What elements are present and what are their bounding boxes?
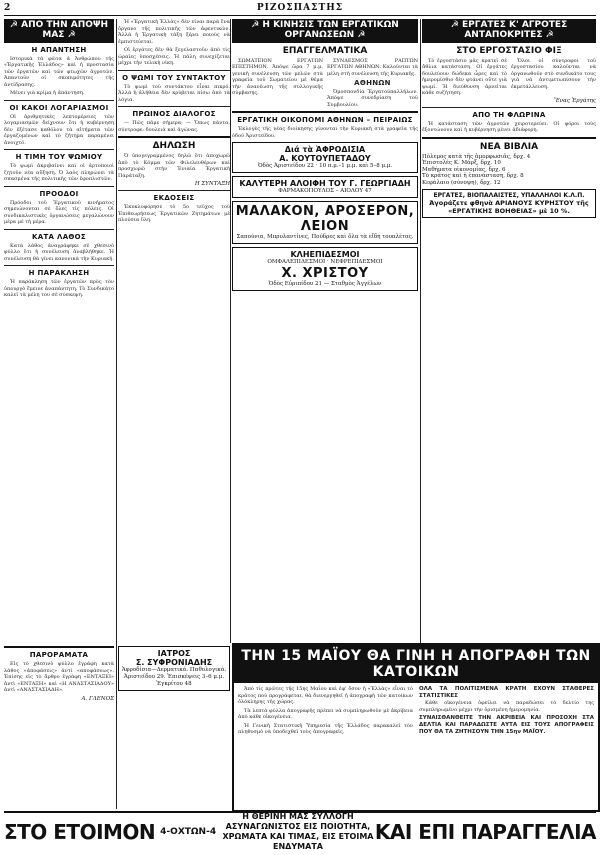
article-heading: ΑΘΗΝΩΝ xyxy=(354,79,391,88)
ad-name: Χ. ΧΡΙΣΤΟΥ xyxy=(281,266,369,282)
article-body: Ἡ κατάσταση τῶν ἀγροτῶν χειροτερεύει. Οἱ φόροι τοὺς ἐξοντώνουν καὶ ἡ κυβέρνηση μένει ἀδιάφορη. xyxy=(422,120,596,134)
ad-address: Ἐγκρίτου 48 xyxy=(156,681,192,687)
article-heading: Ο ΨΩΜΙ ΤΟΥ ΣΥΝΤΑΚΤΟΥ xyxy=(122,73,226,82)
article-heading: ΕΚΔΟΣΕΙΣ xyxy=(153,194,195,202)
hammer-sickle-icon: ☭ xyxy=(542,29,554,40)
hammer-sickle-icon: ☭ xyxy=(64,29,76,40)
ad-mid-text: 4-ΟΧΤΩΝ-4 xyxy=(160,827,217,837)
article-body: — Πῶς πᾶμε σήμερα; — Ὅπως πάντα, σύντροφε: δουλειὰ καὶ ἀγώνας. xyxy=(118,120,230,133)
list-item: Τὸ κράτος καὶ ἡ ἐπανάσταση, δρχ. 8 xyxy=(422,173,524,180)
article-body: Ἡ παράκληση τῶν ἐργατῶν πρὸς τὸν ὑπουργὸ ἔμεινε ἀναπάντητη. Τὸ Συνδικάτο καλεῖ τὰ μέλη του σὲ σύσκεψη. xyxy=(4,279,114,299)
ointment-advertisement xyxy=(232,176,418,198)
article-heading: ΕΡΓΑΤΙΚΗ ΟΙΚΟΠΟΜΙ ΑΘΗΝΩΝ – ΠΕΙΡΑΙΩΣ xyxy=(237,116,413,125)
article-heading: ΔΗΛΩΣΗ xyxy=(152,141,196,151)
column-1 xyxy=(4,19,114,643)
ad-left-text: ΣΤΟ ΕΤΟΙΜΟΝ xyxy=(4,820,156,844)
book-list xyxy=(422,154,596,187)
list-item: Μαθήματα οἰκονομίας, δρχ. 6 xyxy=(422,166,506,173)
article-body: Κατὰ λάθος ἀναγράφηκε σὲ χθεσινὸ φύλλο ὅτι ἡ συνέλευση ἀναβλήθηκε. Ἡ συνέλευση θὰ γίνει κανονικὰ τὴν Κυριακή. xyxy=(4,242,114,262)
ad-title: Διά τὰ ἈΦΡΟΔΙΣΙΑ xyxy=(284,145,366,155)
page-number: 2 xyxy=(4,3,11,13)
section-subtitle: ΣΤΟ ΕΡΓΟΣΤΑΣΙΟ ΦΙΞ xyxy=(456,45,562,56)
ad-text: Ὁδὸς Ἀριστείδου 22 · 10 π.μ.–1 μ.μ. καὶ 5–8 μ.μ. xyxy=(257,163,393,170)
article-heading: ΠΑΡΟΡΑΜΑΤΑ xyxy=(29,651,89,659)
article-heading: ΝΕΑ ΒΙΒΛΙΑ xyxy=(479,141,539,152)
clothing-advertisement xyxy=(4,811,596,851)
signature: Η ΣΥΝΤΑΞΗ xyxy=(194,181,230,187)
workers-aid-advertisement xyxy=(422,189,596,218)
ad-text: Ἀγοράζετε φθηνὰ ΑΡΙΑΝΟΥΣ ΚΥΡΗΣΤΟΥ τῆς «ΕΡΓΑΤΙΚΗΣ ΒΟΗΘΕΙΑΣ» μὲ 10 %. xyxy=(429,199,589,216)
article-body: Τὸ ἐργοστάσιο μᾶς κρατεῖ σὲ ἄθλια κατάσταση. Οἱ ἐργάτες δουλεύουν δώδεκα ὧρες καὶ τὸ ἡμερομίσθιο δὲν φτάνει οὔτε γιὰ ψωμί. Ἡ διεύθυνση ἀρνεῖται κάθε συζήτηση. Ὅλοι οἱ σύντροφοι τοῦ ἐργοστασίου καλοῦνται νὰ ὀργανωθοῦν στὸ συνδικάτο τους γιὰ νὰ ἀντιμετωπίσουν τὴν ἐκμετάλλευση. xyxy=(422,57,596,97)
ad-right-text: ΚΑΙ ΕΠΙ ΠΑΡΑΓΓΕΛΙΑ xyxy=(374,820,596,844)
newspaper-page xyxy=(4,3,596,849)
ad-address: Ὁδὸς Εὐριπίδου 21 — Σταθμὸς Ἀγγέλων xyxy=(268,281,382,288)
signature: Α. ΓΛΕΝΟΣ xyxy=(81,695,114,702)
list-item: Ἐπιστολὲς Κ. Μάρξ, δρχ. 10 xyxy=(422,160,501,167)
emphasis-text: ΣΥΝΑΙΣΘΑΝΘΕΙΤΕ ΤΗΝ ΑΚΡΙΒΕΙΑ ΚΑΙ ΠΡΟΣΟΧΗ ΣΤΑ ΔΕΛΤΙΑ ΚΑΙ ΠΑΡΑΔΩΣΤΕ ΑΥΤΑ ΕΙΣ ΤΟΥΣ ΑΠΟΓΡΑΦΕΙΣ ΠΟΥ ΘΑ ΤΑ ΖΗΤΗΣΟΥΝ ΤΗΝ 15ην ΜΑΪΟΥ. xyxy=(419,715,594,735)
column-divider xyxy=(230,19,231,643)
article-body: Ἐκλογὲς τῆς νέας διοίκησης γίνονται τὴν Κυριακὴ στὰ γραφεῖα τῆς ὁδοῦ Ἀριστείδου. xyxy=(232,126,418,139)
ad-title: ΜΑΛΑΚΟΝ, ΑΡΟΣΕΡΟΝ, ΛΕΙΟΝ xyxy=(235,204,415,235)
column-banner: ☭ ΑΠΟ ΤΗΝ ΑΠΟΨΗ ΜΑΣ ☭ xyxy=(4,19,114,43)
list-item: Κεφάλαιο (σύνοψη), δρχ. 12 xyxy=(422,179,501,186)
article-heading: ΚΑΤΑ ΛΑΘΟΣ xyxy=(32,232,86,241)
column-banner: ☭ ΕΡΓΑΤΕΣ Κ' ΑΓΡΟΤΕΣ ΑΝΤΑΠΟΚΡΙΤΕΣ ☭ xyxy=(422,19,596,43)
ad-name: Α. ΚΟΥΤΟΥΠΕΤΑΔΟΥ xyxy=(279,154,371,164)
ad-title: ΚΑΛΥΤΕΡΗ ΑΛΟΙΦΗ ΤΟΥ Γ. ΓΕΩΡΓΙΑΔΗ xyxy=(239,179,411,189)
hammer-sickle-icon: ☭ xyxy=(9,20,22,30)
article-body: Πρόοδοι τοῦ Ἐργατικοῦ κινήματος σημειώνονται σὲ ὅλες τὶς πόλεις. Οἱ συνδικαλιστικὲς ὀργανώσεις μεγαλώνουν μέρα μὲ τὴ μέρα. xyxy=(4,199,114,226)
article-body: Ιστορικὰ τὰ φῶτα ἀ Ἀνθρώπου τῆς «Ἐργατικῆς Ἑλλάδος» καὶ ἡ προστασία τῶν ἐργατῶν καὶ τῶν φτωχῶν ἀγροτῶν. Ἀπαντοῦν οἱ σκοπιμότητες τῆς ἀντίδρασης. Μένει γιὰ κρίμα ἡ ἀπάντηση. xyxy=(4,55,114,97)
column-4 xyxy=(422,19,596,643)
column-2 xyxy=(118,19,230,643)
column-2-bottom xyxy=(118,643,230,808)
article-heading: ΠΡΩΙΝΟΣ ΔΙΑΛΟΓΟΣ xyxy=(132,110,216,118)
ad-title: ΙΑΤΡΟΣ xyxy=(157,649,191,658)
ad-text: Ἀφροδίσια—Δερματικά. Παθολογικά. Ἀριστείδου 29. Ἐπισκέψεις 3–6 μ.μ. xyxy=(121,667,227,680)
census-title: ΤΗΝ 15 ΜΑΪΟΥ ΘΑ ΓΙΝΗ Η ΑΠΟΓΡΑΦΗ ΤΩΝ ΚΑΤΟΙΚΩΝ xyxy=(234,645,598,683)
list-item: Πόλεμος κατὰ τῆς ἀμορφωσιᾶς, δρχ. 4 xyxy=(422,153,531,160)
doctor-advertisement xyxy=(118,646,230,691)
article-heading: ΟΙ ΚΑΚΟΙ ΛΟΓΑΡΙΑΣΜΟΙ xyxy=(9,103,109,112)
article-heading: ΑΠΟ ΤΗ ΦΛΩΡΙΝΑ xyxy=(472,110,546,119)
ad-title: ΚΛΗΕΠΙΔΕΣΜΟΙ xyxy=(290,250,360,260)
page-header xyxy=(4,3,596,16)
article-body: Οἱ ἀριθμητικὲς λεπτομέρειες τῶν λογαριασμῶν δείχνουν ὅτι ἡ κυβέρνηση δὲν ἐξέτασε καθόλου τὰ αἰτήματα τῶν ἐργαζομένων καὶ τὸ ζήτημα παραμένει ἀνοιχτό. xyxy=(4,113,114,146)
census-announcement xyxy=(232,643,600,812)
article-body: Ἀπὸ τὶς πρῶτες τῆς 15ης Μαΐου καὶ ἐφ' ὅσον ἡ «Ἑλλὰς» εἶναι τὸ κράτος ποὺ προγράφεται, θὰ διενεργηθεῖ ἡ ἀπογραφὴ τῶν κατοίκων ὁλόκληρης τῆς χώρας. Τὰ λεπτὰ φύλλα ἀπογραφῆς πρέπει νὰ συμπληρωθοῦν μὲ ἀκρίβεια ἀπὸ κάθε οἰκογένεια. Ἡ Γενικὴ Στατιστικὴ Ὑπηρεσία τῆς Ἑλλάδος παρακαλεῖ τὸν πληθυσμὸ νὰ ὑποδεχθεῖ τοὺς ἀπογραφεῖς. xyxy=(238,686,413,735)
article-heading: Η ΤΙΜΗ ΤΟΥ ΨΩΜΙΟΥ xyxy=(15,153,103,162)
masthead: ΡΙΖΟΣΠΑΣΤΗΣ xyxy=(256,3,344,13)
emphasis-text: ΟΛΑ ΤΑ ΠΟΛΙΤΙΣΜΕΝΑ ΚΡΑΤΗ ΕΧΟΥΝ ΣΤΑΘΕΡΕΣ ΣΤΑΤΙΣΤΙΚΕΣ xyxy=(419,686,594,699)
article-heading: Η ΑΠΑΝΤΗΣΗ xyxy=(31,45,87,54)
ad-subtitle: ΟΜΦΑΛΕΠΙΔΕΣΜΟΙ · ΝΕΦΡΕΠΙΔΕΣΜΟΙ xyxy=(267,259,383,266)
article-body: Ἡ «Ἐργατικὴ Ἑλλὰς» δὲν εἶναι παρὰ ἕνα ὄργανο τῆς πολιτικῆς τῶν ἀφεντικῶν. Ἀλλὰ ἡ Ἑργατικὴ τάξη ξέρει ποιοὺς νὰ ἐμπιστεύεται. Οἱ ἐργάτες δὲν θὰ ξεγελαστοῦν ἀπὸ τὶς ὡραῖες ὑποσχέσεις. Ἡ πάλη συνεχίζεται μέχρι τὴν τελικὴ νίκη. xyxy=(118,19,230,66)
article-heading: Η ΠΑΡΑΚΛΗΣΗ xyxy=(28,269,90,278)
article-body: ΟΛΑ ΤΑ ΠΟΛΙΤΙΣΜΕΝΑ ΚΡΑΤΗ ΕΧΟΥΝ ΣΤΑΘΕΡΕΣ ΣΤΑΤΙΣΤΙΚΕΣ Κάθε οἰκογένεια ὀφείλει νὰ παραδώσει τὸ δελτίο της συμπληρωμένο μέχρι τὴν ὁρισμένη ἡμερομηνία. ΣΥΝΑΙΣΘΑΝΘΕΙΤΕ ΤΗΝ ΑΚΡΙΒΕΙΑ ΚΑΙ ΠΡΟΣΟΧΗ ΣΤΑ ΔΕΛΤΙΑ ΚΑΙ ΠΑΡΑΔΩΣΤΕ ΑΥΤΑ ΕΙΣ ΤΟΥΣ ΑΠΟΓΡΑΦΕΙΣ ΠΟΥ ΘΑ ΤΑ ΖΗΤΗΣΟΥΝ ΤΗΝ 15ην ΜΑΪΟΥ. xyxy=(419,686,594,735)
column-banner: ☭ Η ΚΙΝΗΣΙΣ ΤΩΝ ΕΡΓΑΤΙΚΩΝ ΟΡΓΑΝΩΣΕΩΝ ☭ xyxy=(232,19,418,43)
column-divider xyxy=(420,19,421,643)
article-body: Τὸ ψωμὶ τοῦ συντάκτου εἶναι πικρό. Ἀλλὰ ἡ ἀλήθεια δὲν κρύβεται πίσω ἀπὸ τὰ λόγια. xyxy=(118,83,230,103)
column-divider xyxy=(116,19,117,809)
ad-name: Σ. ΣΥΦΡΟΝΙΑΔΗΣ xyxy=(135,658,213,667)
column-3 xyxy=(232,19,418,643)
truss-advertisement xyxy=(232,247,418,291)
ad-title: ΕΡΓΑΤΕΣ, ΒΙΟΠΑΛΑΙΣΤΕΣ, ΥΠΑΛΛΗΛΟΙ Κ.Λ.Π. xyxy=(433,192,585,200)
hammer-sickle-icon: ☭ xyxy=(251,20,263,30)
signature: Ἕνας Ἐργάτης xyxy=(554,97,596,104)
article-heading: ΠΡΟΟΔΟΙ xyxy=(39,189,79,198)
article-body: Εἰς τὸ χθεσινὸ φύλλο ἐγράφη κατὰ λάθος «ἀποφάσεις» ἀντὶ «αποφάσεως». Ἐπίσης εἰς τὸ ἄρθρο ἐγράφη «ΕΝΤΑΞΕΙ» ἀντὶ «ΕΝΤΑΞΗ» καὶ «Η ΑΝΑΣΤΑΣΙΑΔΟΥ» ἀντὶ «ΑΝΑΣΤΑΣΙΑΔΗ». xyxy=(4,661,114,693)
article-body: Ἐκυκλοφόρησε τὸ 5ο τεῦχος τοῦ Ἐπιθεωρήσεως Ἐργατικῶν Ζητημάτων μὲ πλούσια ὕλη. xyxy=(118,204,230,223)
column-1-bottom xyxy=(4,643,114,808)
ad-center-text: Η ΘΕΡΙΝΗ ΜΑΣ ΣΥΛΛΟΓΗ ΑΣΥΝΑΓΩΝΙΣΤΟΣ ΕΙΣ ΠΟΙΟΤΗΤΑ, ΧΡΩΜΑΤΑ ΚΑΙ ΤΙΜΑΣ, ΕΙΣ ΕΤΟΙΜΑ ΕΝΔΥΜΑΤΑ xyxy=(222,812,374,851)
ad-text: Σαπούνια, Μπρυλαντίνες, Πούδρες καὶ ὅλα τὰ εἴδη τουαλέτας. xyxy=(236,234,414,241)
article-body: ΣΩΜΑΤΕΙΟΝ ΕΡΓΑΤΩΝ ΕΠΙΣΤΗΜΟΝ. Ἀπόψε ὥρα 7 μ.μ. γενικὴ συνέλευση τῶν μελῶν στὰ γραφεῖα τοῦ Σωματείου μὲ θέμα τὴν ἀνανέωση τῆς συλλογικῆς σύμβασης. ΣΥΝΔΕΣΜΟΣ ΡΑΠΤΩΝ ΕΡΓΑΤΩΝ ΑΘΗΝΩΝ. Καλοῦνται τὰ μέλη στὴ συνέλευση τῆς Κυριακῆς. ΑΘΗΝΩΝ Ὁμοσπονδία Ἐργατοϋπαλλήλων. Ἀπόψε συνεδρίαση τοῦ Συμβουλίου. xyxy=(232,57,418,108)
article-body: Ὁ ὑπογεγραμμένος δηλῶ ὅτι ἀποχωρῶ ἀπὸ τὸ Κόμμα τῶν Φιλελευθέρων καὶ προσχωρῶ στὴν Ἑνιαία Ἐργατικὴ Παράταξη. xyxy=(118,153,230,179)
hammer-sickle-icon: ☭ xyxy=(450,20,462,30)
soap-advertisement xyxy=(232,201,418,244)
ad-subtitle: ΦΑΡΜΑΚΟΠΟΥΛΟΣ – ΑΙΟΛΟΥ 47 xyxy=(278,188,372,195)
hammer-sickle-icon: ☭ xyxy=(354,29,366,40)
pharmacy-advertisement xyxy=(232,142,418,173)
article-body: Τὸ ψωμὶ ἀκριβαίνει καὶ οἱ ἀρτοποιοὶ ζητοῦν νέα αὔξηση. Ὁ λαὸς πληρώνει τὰ σπασμένα τῆς πολιτικῆς τῶν ἐφοπλιστῶν. xyxy=(4,163,114,183)
section-subtitle: ΕΠΑΓΓΕΛΜΑΤΙΚΑ xyxy=(282,45,368,56)
